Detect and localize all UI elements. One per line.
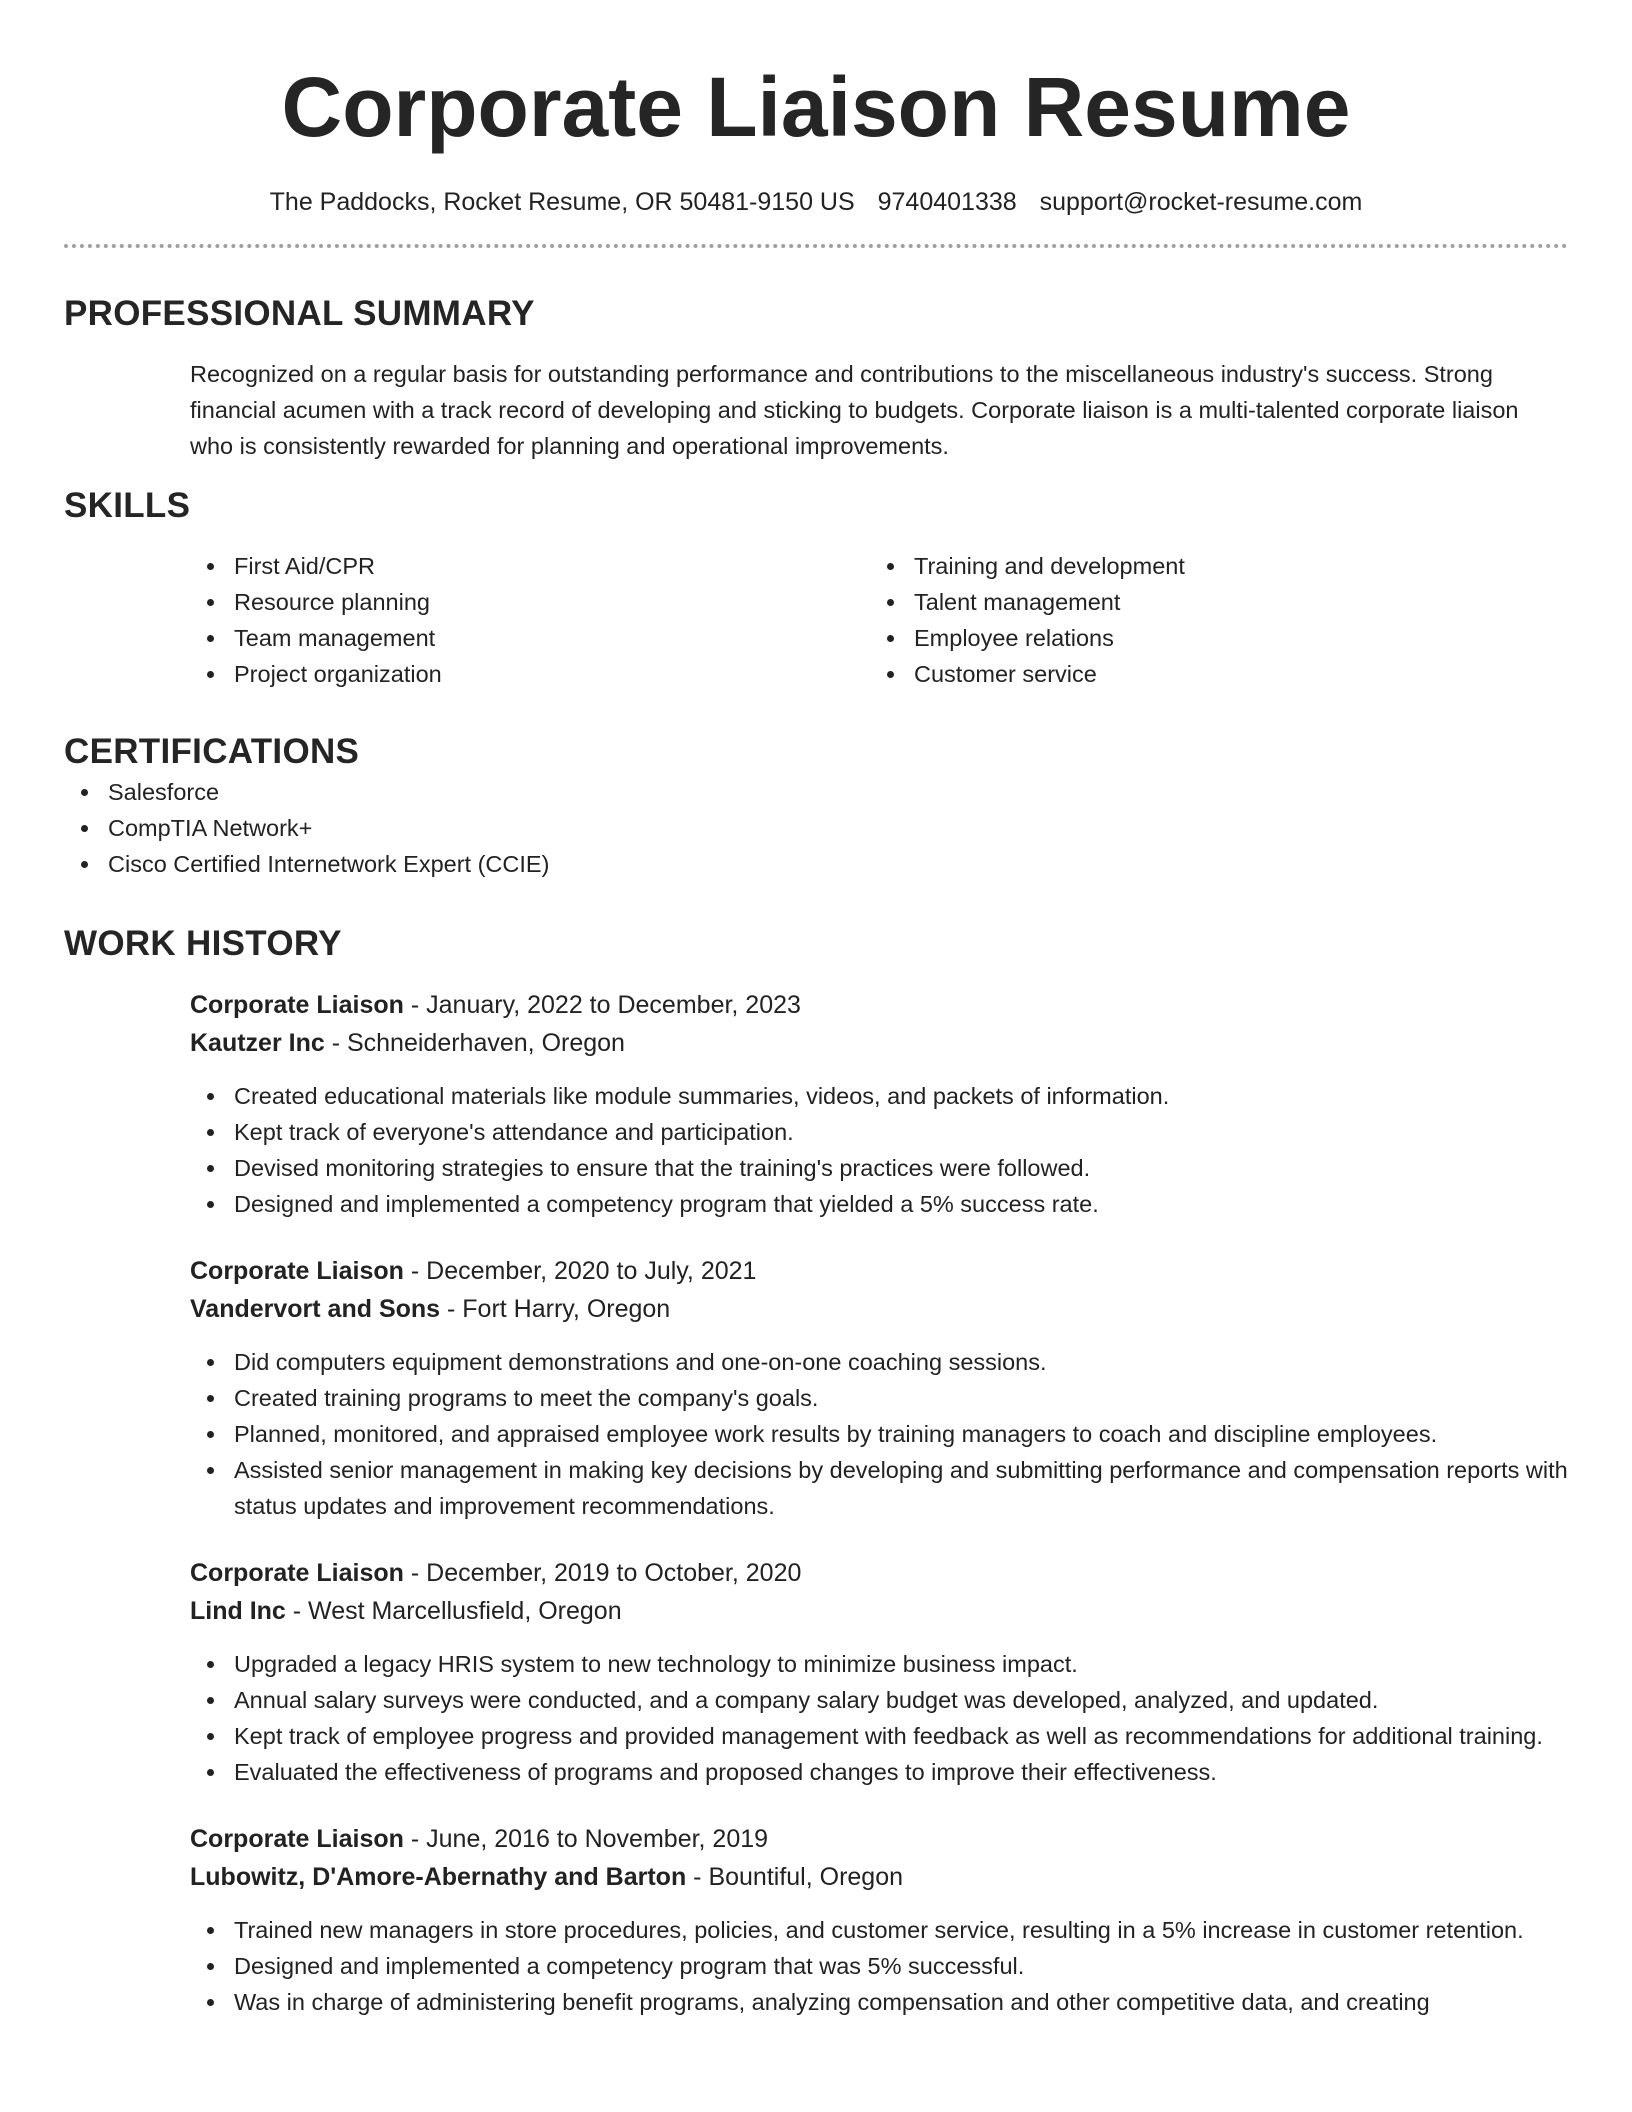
- job-entry: [190, 986, 1568, 1222]
- job-title-line: [190, 1820, 1568, 1858]
- skill-item: Employee relations: [870, 620, 1550, 656]
- job-role: Corporate Liaison: [190, 991, 404, 1019]
- resume-title: Corporate Liaison Resume: [281, 60, 1351, 154]
- job-bullets: [190, 1078, 1568, 1222]
- job-bullet: Did computers equipment demonstrations and one-on-one coaching sessions.: [190, 1344, 1568, 1380]
- job-title-line: [190, 986, 1568, 1024]
- job-bullet: Created training programs to meet the company's goals.: [190, 1380, 1568, 1416]
- job-location: - West Marcellusfield, Oregon: [285, 1597, 622, 1625]
- job-company: Lubowitz, D'Amore-Abernathy and Barton: [190, 1863, 687, 1891]
- skill-item: Team management: [190, 620, 870, 656]
- contact-phone: 9740401338: [877, 188, 1017, 216]
- job-company-line: [190, 1024, 1568, 1062]
- job-bullet: Evaluated the effectiveness of programs and proposed changes to improve their effectiveness.: [190, 1754, 1568, 1790]
- header-divider: [64, 244, 1568, 248]
- skill-item: First Aid/CPR: [190, 548, 870, 584]
- skills-section: [64, 484, 1568, 692]
- job-entry: [190, 1252, 1568, 1524]
- job-bullet: Planned, monitored, and appraised employee work results by training managers to coach and discipline employees.: [190, 1416, 1568, 1452]
- certification-item: Cisco Certified Internetwork Expert (CCIE): [64, 846, 1568, 882]
- job-location: - Schneiderhaven, Oregon: [324, 1029, 625, 1057]
- job-company-line: [190, 1290, 1568, 1328]
- job-company-line: [190, 1592, 1568, 1630]
- job-bullet: Devised monitoring strategies to ensure that the training's practices were followed.: [190, 1150, 1568, 1186]
- contact-email: support@rocket-resume.com: [1039, 188, 1363, 216]
- skill-item: Project organization: [190, 656, 870, 692]
- skill-item: Customer service: [870, 656, 1550, 692]
- job-bullet: Kept track of everyone's attendance and participation.: [190, 1114, 1568, 1150]
- summary-text: Recognized on a regular basis for outstanding performance and contributions to the miscellaneous industry's success. Strong financial acumen with a track record of developing and sticking to budgets. Corporate liaison is a multi-talented corporate liaison who is consistently rewarded for planning and operational improvements.: [190, 361, 1519, 459]
- skills-column-right: [870, 548, 1550, 692]
- certifications-section: [64, 730, 1568, 882]
- skills-list-left: [190, 548, 870, 692]
- job-company-line: [190, 1858, 1568, 1896]
- job-dates: - January, 2022 to December, 2023: [403, 991, 801, 1019]
- certifications-list: [64, 774, 1568, 882]
- job-title-line: [190, 1252, 1568, 1290]
- skill-item: Talent management: [870, 584, 1550, 620]
- job-dates: - June, 2016 to November, 2019: [403, 1825, 769, 1853]
- job-dates: - December, 2019 to October, 2020: [403, 1559, 802, 1587]
- job-role: Corporate Liaison: [190, 1559, 404, 1587]
- certification-item: CompTIA Network+: [64, 810, 1568, 846]
- contact-line: [64, 186, 1568, 218]
- job-location: - Bountiful, Oregon: [686, 1863, 904, 1891]
- work-history-section: [64, 922, 1568, 2020]
- resume-page: [64, 0, 1568, 2112]
- job-company: Lind Inc: [190, 1597, 286, 1625]
- skills-column-left: [190, 548, 870, 692]
- skills-grid: [190, 548, 1568, 692]
- work-history-heading: WORK HISTORY: [64, 924, 342, 963]
- job-bullet: Assisted senior management in making key decisions by developing and submitting performance and compensation reports with status updates and improvement recommendations.: [190, 1452, 1568, 1524]
- job-bullet: Designed and implemented a competency program that was 5% successful.: [190, 1948, 1568, 1984]
- certifications-heading: CERTIFICATIONS: [64, 732, 360, 771]
- skill-item: Resource planning: [190, 584, 870, 620]
- job-entry: [190, 1820, 1568, 2020]
- job-bullet: Created educational materials like module summaries, videos, and packets of information.: [190, 1078, 1568, 1114]
- skills-list-right: [870, 548, 1550, 692]
- job-title-line: [190, 1554, 1568, 1592]
- job-bullet: Trained new managers in store procedures, policies, and customer service, resulting in a 5% increase in customer retention.: [190, 1912, 1568, 1948]
- job-role: Corporate Liaison: [190, 1825, 404, 1853]
- job-company: Vandervort and Sons: [190, 1295, 441, 1323]
- job-bullet: Was in charge of administering benefit programs, analyzing compensation and other competitive data, and creating: [190, 1984, 1568, 2020]
- summary-section: [64, 292, 1568, 464]
- skill-item: Training and development: [870, 548, 1550, 584]
- skills-heading: SKILLS: [64, 486, 191, 525]
- job-company: Kautzer Inc: [190, 1029, 325, 1057]
- job-bullet: Upgraded a legacy HRIS system to new technology to minimize business impact.: [190, 1646, 1568, 1682]
- job-entry: [190, 1554, 1568, 1790]
- contact-address: The Paddocks, Rocket Resume, OR 50481-9150 US: [269, 188, 855, 216]
- job-bullets: [190, 1912, 1568, 2020]
- certification-item: Salesforce: [64, 774, 1568, 810]
- job-bullet: Kept track of employee progress and provided management with feedback as well as recommendations for additional training.: [190, 1718, 1568, 1754]
- job-dates: - December, 2020 to July, 2021: [403, 1257, 757, 1285]
- job-bullets: [190, 1344, 1568, 1524]
- summary-heading: PROFESSIONAL SUMMARY: [64, 294, 535, 333]
- job-bullet: Annual salary surveys were conducted, and a company salary budget was developed, analyzed, and updated.: [190, 1682, 1568, 1718]
- job-role: Corporate Liaison: [190, 1257, 404, 1285]
- job-location: - Fort Harry, Oregon: [440, 1295, 671, 1323]
- job-bullet: Designed and implemented a competency program that yielded a 5% success rate.: [190, 1186, 1568, 1222]
- job-bullets: [190, 1646, 1568, 1790]
